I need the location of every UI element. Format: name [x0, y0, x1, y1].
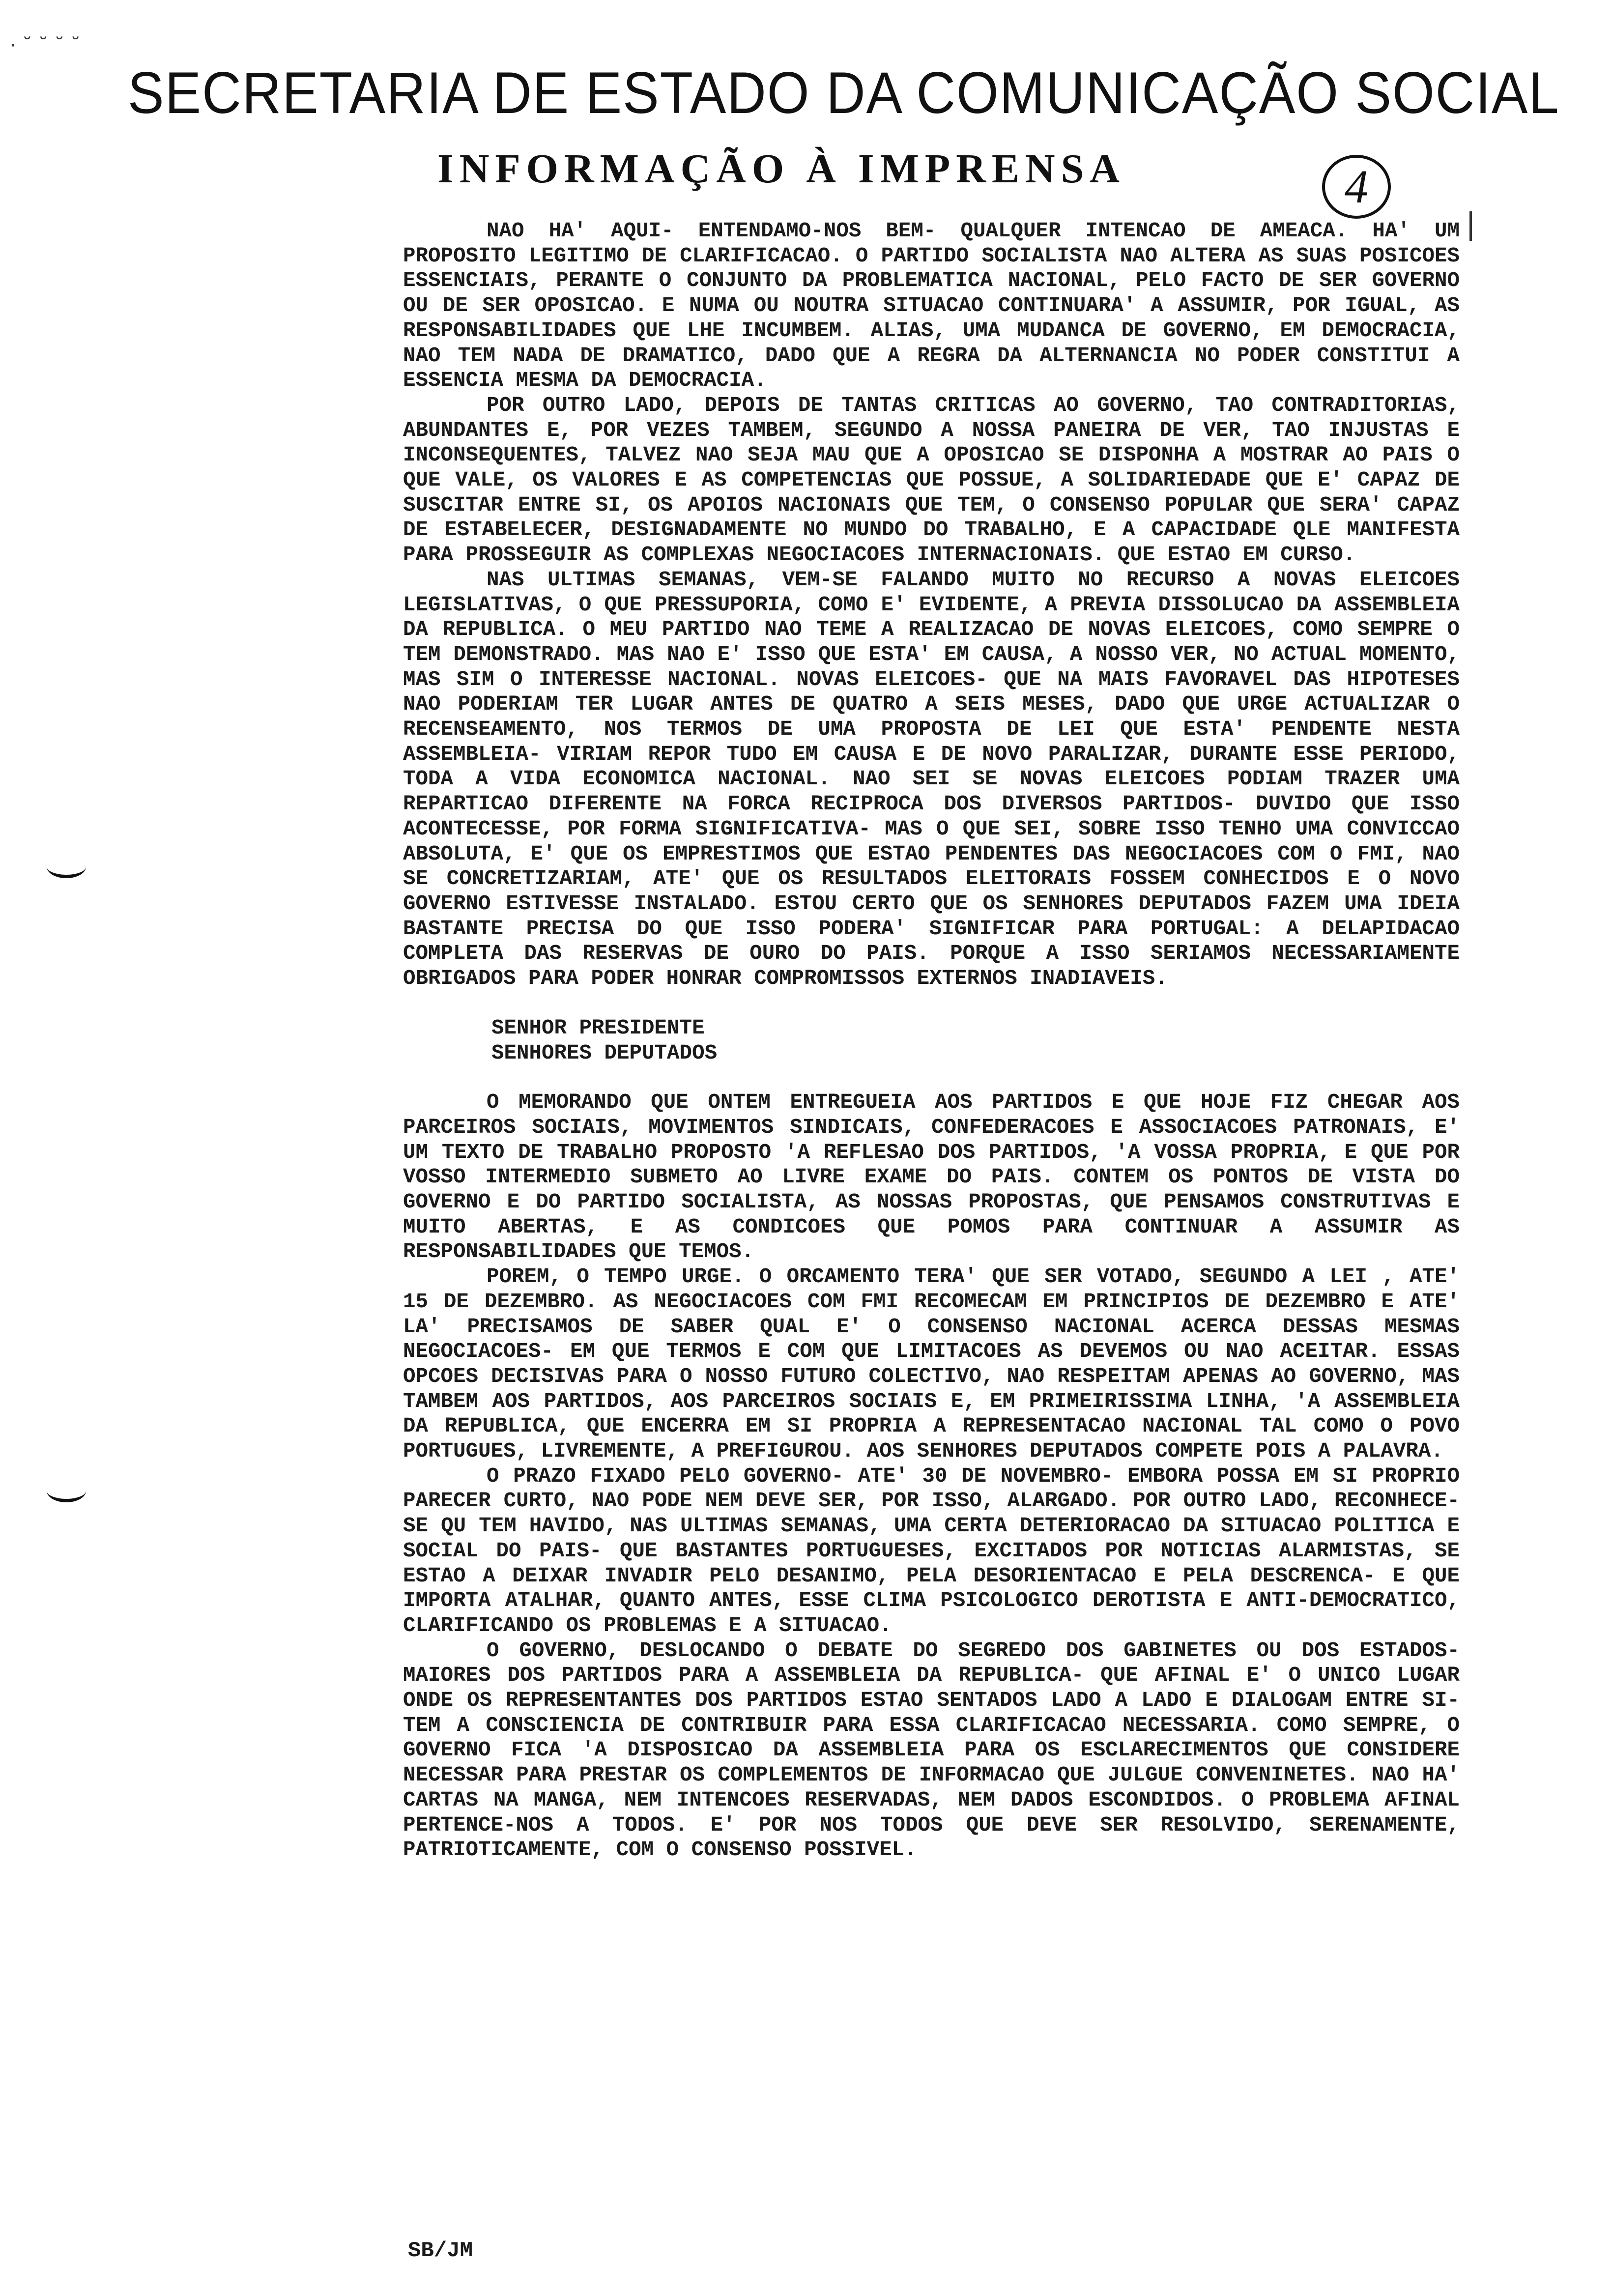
salutation-line: SENHORES DEPUTADOS [491, 1041, 718, 1065]
signature-initials: SB/JM [408, 2239, 473, 2263]
scan-artifact-marks: · ˘ ˘ ˘ ˘ [10, 34, 81, 57]
paragraph: NAO HA' AQUI- ENTENDAMO-NOS BEM- QUALQUER INTENCAO DE AMEACA. HA' UM PROPOSITO LEGITIMO DE CLARIFICACAO. O PARTIDO SOCIALISTA NAO ALTERA AS SUAS POSICOES ESSENCIAIS, PERANTE O CONJUNTO DA PROBLEMATICA NACIONAL, PELO FACTO DE SER GOVERNO OU DE SER OPOSICAO. E NUMA OU NOUTRA SITUACAO CONTINUARA' A ASSUMIR, POR IGUAL, AS RESPONSABILIDADES QUE LHE INCUMBEM. ALIAS, UMA MUDANCA DE GOVERNO, EM DEMOCRACIA, NAO TEM NADA DE DRAMATICO, DADO QUE A REGRA DA ALTERNANCIA NO PODER CONSTITUI A ESSENCIA MESMA DA DEMOCRACIA. [403, 219, 1460, 393]
paragraph: POREM, O TEMPO URGE. O ORCAMENTO TERA' QUE SER VOTADO, SEGUNDO A LEI , ATE' 15 DE DEZEMBRO. AS NEGOCIACOES COM FMI RECOMECAM EM PRINCIPIOS DE DEZEMBRO E ATE' LA' PRECISAMOS DE SABER QUAL E' O CONSENSO NACIONAL ACERCA DESSAS MESMAS NEGOCIACOES- EM QUE TERMOS E COM QUE LIMITACOES AS DEVEMOS OU NAO ACEITAR. ESSAS OPCOES DECISIVAS PARA O NOSSO FUTURO COLECTIVO, NAO RESPEITAM APENAS AO GOVERNO, MAS TAMBEM AOS PARTIDOS, AOS PARCEIROS SOCIAIS E, EM PRIMEIRISSIMA LINHA, 'A ASSEMBLEIA DA REPUBLICA, QUE ENCERRA EM SI PROPRIA A REPRESENTACAO NACIONAL TAL COMO O POVO PORTUGUES, LIVREMENTE, A PREFIGUROU. AOS SENHORES DEPUTADOS COMPETE POIS A PALAVRA. [403, 1265, 1460, 1464]
salutation-line: SENHOR PRESIDENTE [491, 1016, 705, 1040]
document-body [403, 219, 1460, 1863]
margin-mark [47, 855, 86, 878]
margin-bar [1469, 211, 1472, 241]
paragraph: POR OUTRO LADO, DEPOIS DE TANTAS CRITICAS AO GOVERNO, TAO CONTRADITORIAS, ABUNDANTES E, POR VEZES TAMBEM, SEGUNDO A NOSSA PANEIRA DE VER, TAO INJUSTAS E INCONSEQUENTES, TALVEZ NAO SEJA MAU QUE A OPOSICAO SE DISPONHA A MOSTRAR AO PAIS O QUE VALE, OS VALORES E AS COMPETENCIAS QUE POSSUE, A SOLIDARIEDADE QUE E' CAPAZ DE SUSCITAR ENTRE SI, OS APOIOS NACIONAIS QUE TEM, O CONSENSO POPULAR QUE SERA' CAPAZ DE ESTABELECER, DESIGNADAMENTE NO MUNDO DO TRABALHO, E A CAPACIDADE QLE MANIFESTA PARA PROSSEGUIR AS COMPLEXAS NEGOCIACOES INTERNACIONAIS. QUE ESTAO EM CURSO. [403, 393, 1460, 567]
salutation [491, 1016, 1460, 1065]
paragraph: O PRAZO FIXADO PELO GOVERNO- ATE' 30 DE NOVEMBRO- EMBORA POSSA EM SI PROPRIO PARECER CURTO, NAO PODE NEM DEVE SER, POR ISSO, ALARGADO. POR OUTRO LADO, RECONHECE-SE QU TEM HAVIDO, NAS ULTIMAS SEMANAS, UMA CERTA DETERIORACAO DA SITUACAO POLITICA E SOCIAL DO PAIS- QUE BASTANTES PORTUGUESES, EXCITADOS POR NOTICIAS ALARMISTAS, SE ESTAO A DEIXAR INVADIR PELO DESANIMO, PELA DESORIENTACAO E PELA DESCRENCA- E QUE IMPORTA ATALHAR, QUANTO ANTES, ESSE CLIMA PSICOLOGICO DEROTISTA E ANTI-DEMOCRATICO, CLARIFICANDO OS PROBLEMAS E A SITUACAO. [403, 1464, 1460, 1637]
page-title: SECRETARIA DE ESTADO DA COMUNICAÇÃO SOCIAL [128, 60, 1560, 126]
page-number: 4 [1345, 160, 1368, 213]
page-subtitle: INFORMAÇÃO À IMPRENSA [437, 146, 1125, 192]
margin-mark [47, 1479, 86, 1502]
paragraph: O GOVERNO, DESLOCANDO O DEBATE DO SEGREDO DOS GABINETES OU DOS ESTADOS-MAIORES DOS PARTIDOS PARA A ASSEMBLEIA DA REPUBLICA- QUE AFINAL E' O UNICO LUGAR ONDE OS REPRESENTANTES DOS PARTIDOS ESTAO SENTADOS LADO A LADO E DIALOGAM ENTRE SI- TEM A CONSCIENCIA DE CONTRIBUIR PARA ESSA CLARIFICACAO NECESSARIA. COMO SEMPRE, O GOVERNO FICA 'A DISPOSICAO DA ASSEMBLEIA PARA OS ESCLARECIMENTOS QUE CONSIDERE NECESSAR PARA PRESTAR OS COMPLEMENTOS DE INFORMACAO QUE JULGUE CONVENINETES. NAO HA' CARTAS NA MANGA, NEM INTENCOES RESERVADAS, NEM DADOS ESCONDIDOS. O PROBLEMA AFINAL PERTENCE-NOS A TODOS. E' POR NOS TODOS QUE DEVE SER RESOLVIDO, SERENAMENTE, PATRIOTICAMENTE, COM O CONSENSO POSSIVEL. [403, 1638, 1460, 1862]
paragraph: O MEMORANDO QUE ONTEM ENTREGUEIA AOS PARTIDOS E QUE HOJE FIZ CHEGAR AOS PARCEIROS SOCIAIS, MOVIMENTOS SINDICAIS, CONFEDERACOES E ASSOCIACOES PATRONAIS, E' UM TEXTO DE TRABALHO PROPOSTO 'A REFLESAO DOS PARTIDOS, 'A VOSSA PROPRIA, E QUE POR VOSSO INTERMEDIO SUBMETO AO LIVRE EXAME DO PAIS. CONTEM OS PONTOS DE VISTA DO GOVERNO E DO PARTIDO SOCIALISTA, AS NOSSAS PROPOSTAS, QUE PENSAMOS CONSTRUTIVAS E MUITO ABERTAS, E AS CONDICOES QUE POMOS PARA CONTINUAR A ASSUMIR AS RESPONSABILIDADES QUE TEMOS. [403, 1091, 1460, 1264]
paragraph: NAS ULTIMAS SEMANAS, VEM-SE FALANDO MUITO NO RECURSO A NOVAS ELEICOES LEGISLATIVAS, O QUE PRESSUPORIA, COMO E' EVIDENTE, A PREVIA DISSOLUCAO DA ASSEMBLEIA DA REPUBLICA. O MEU PARTIDO NAO TEME A REALIZACAO DE NOVAS ELEICOES, COMO SEMPRE O TEM DEMONSTRADO. MAS NAO E' ISSO QUE ESTA' EM CAUSA, A NOSSO VER, NO ACTUAL MOMENTO, MAS SIM O INTERESSE NACIONAL. NOVAS ELEICOES- QUE NA MAIS FAVORAVEL DAS HIPOTESES NAO PODERIAM TER LUGAR ANTES DE QUATRO A SEIS MESES, DADO QUE URGE ACTUALIZAR O RECENSEAMENTO, NOS TERMOS DE UMA PROPOSTA DE LEI QUE ESTA' PENDENTE NESTA ASSEMBLEIA- VIRIAM REPOR TUDO EM CAUSA E DE NOVO PARALIZAR, DURANTE ESSE PERIODO, TODA A VIDA ECONOMICA NACIONAL. NAO SEI SE NOVAS ELEICOES PODIAM TRAZER UMA REPARTICAO DIFERENTE NA FORCA RECIPROCA DOS DIVERSOS PARTIDOS- DUVIDO QUE ISSO ACONTECESSE, POR FORMA SIGNIFICATIVA- MAS O QUE SEI, SOBRE ISSO TENHO UMA CONVICCAO ABSOLUTA, E' QUE OS EMPRESTIMOS QUE ESTAO PENDENTES DAS NEGOCIACOES COM O FMI, NAO SE CONCRETIZARIAM, ATE' QUE OS RESULTADOS ELEITORAIS FOSSEM CONHECIDOS E O NOVO GOVERNO ESTIVESSE INSTALADO. ESTOU CERTO QUE OS SENHORES DEPUTADOS FAZEM UMA IDEIA BASTANTE PRECISA DO QUE ISSO PODERA' SIGNIFICAR PARA PORTUGAL: A DELAPIDACAO COMPLETA DAS RESERVAS DE OURO DO PAIS. PORQUE A ISSO SERIAMOS NECESSARIAMENTE OBRIGADOS PARA PODER HONRAR COMPROMISSOS EXTERNOS INADIAVEIS. [403, 568, 1460, 991]
